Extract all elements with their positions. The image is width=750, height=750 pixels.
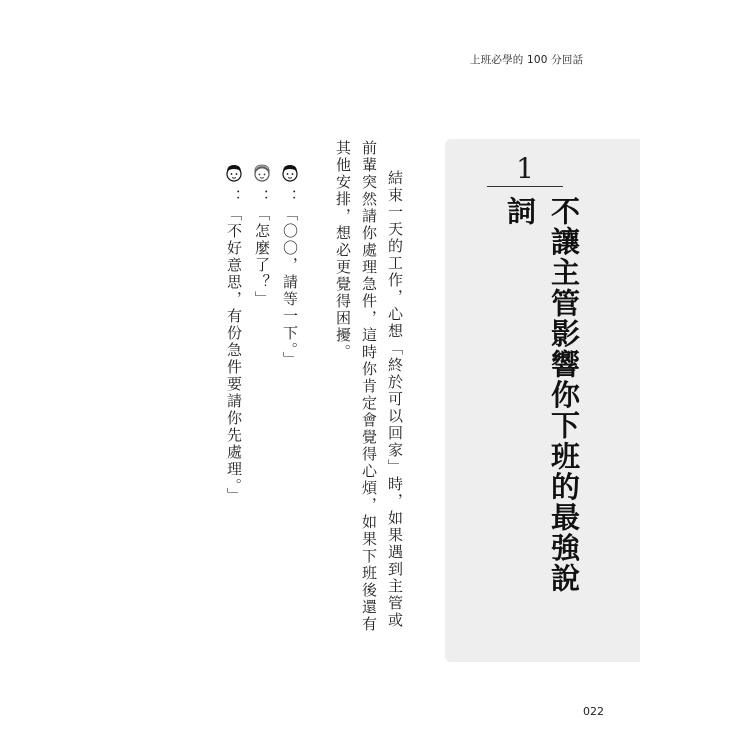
boss-icon	[280, 163, 300, 183]
body-text	[330, 140, 408, 640]
speech-text: ：「不好意思，有份急件要請你先處理。」	[225, 189, 243, 505]
body-paragraph: 結束一天的工作，心想「終於可以回家」時，如果遇到主管或前輩突然請你處理急件，這時你肯定會覺得心煩，如果下班後還有其他安排，想必更覺得困擾。	[334, 140, 404, 633]
chapter-title: 不讓主管影響你下班的最強說詞	[503, 196, 581, 594]
dialogue-line-1	[278, 163, 302, 505]
page-number: 022	[583, 705, 604, 718]
speech-text: ：「怎麼了？」	[253, 189, 271, 308]
speech-text: ：「〇〇，請等一下。」	[281, 189, 299, 369]
chapter-number: 1	[516, 152, 534, 185]
running-header: 上班必學的 100 分回話	[470, 54, 584, 66]
chapter-divider	[487, 186, 563, 187]
dialogue-line-3	[222, 163, 246, 505]
boss-icon	[224, 163, 244, 183]
colleague-icon	[252, 163, 272, 183]
dialogue	[222, 163, 302, 505]
dialogue-line-2	[250, 163, 274, 505]
